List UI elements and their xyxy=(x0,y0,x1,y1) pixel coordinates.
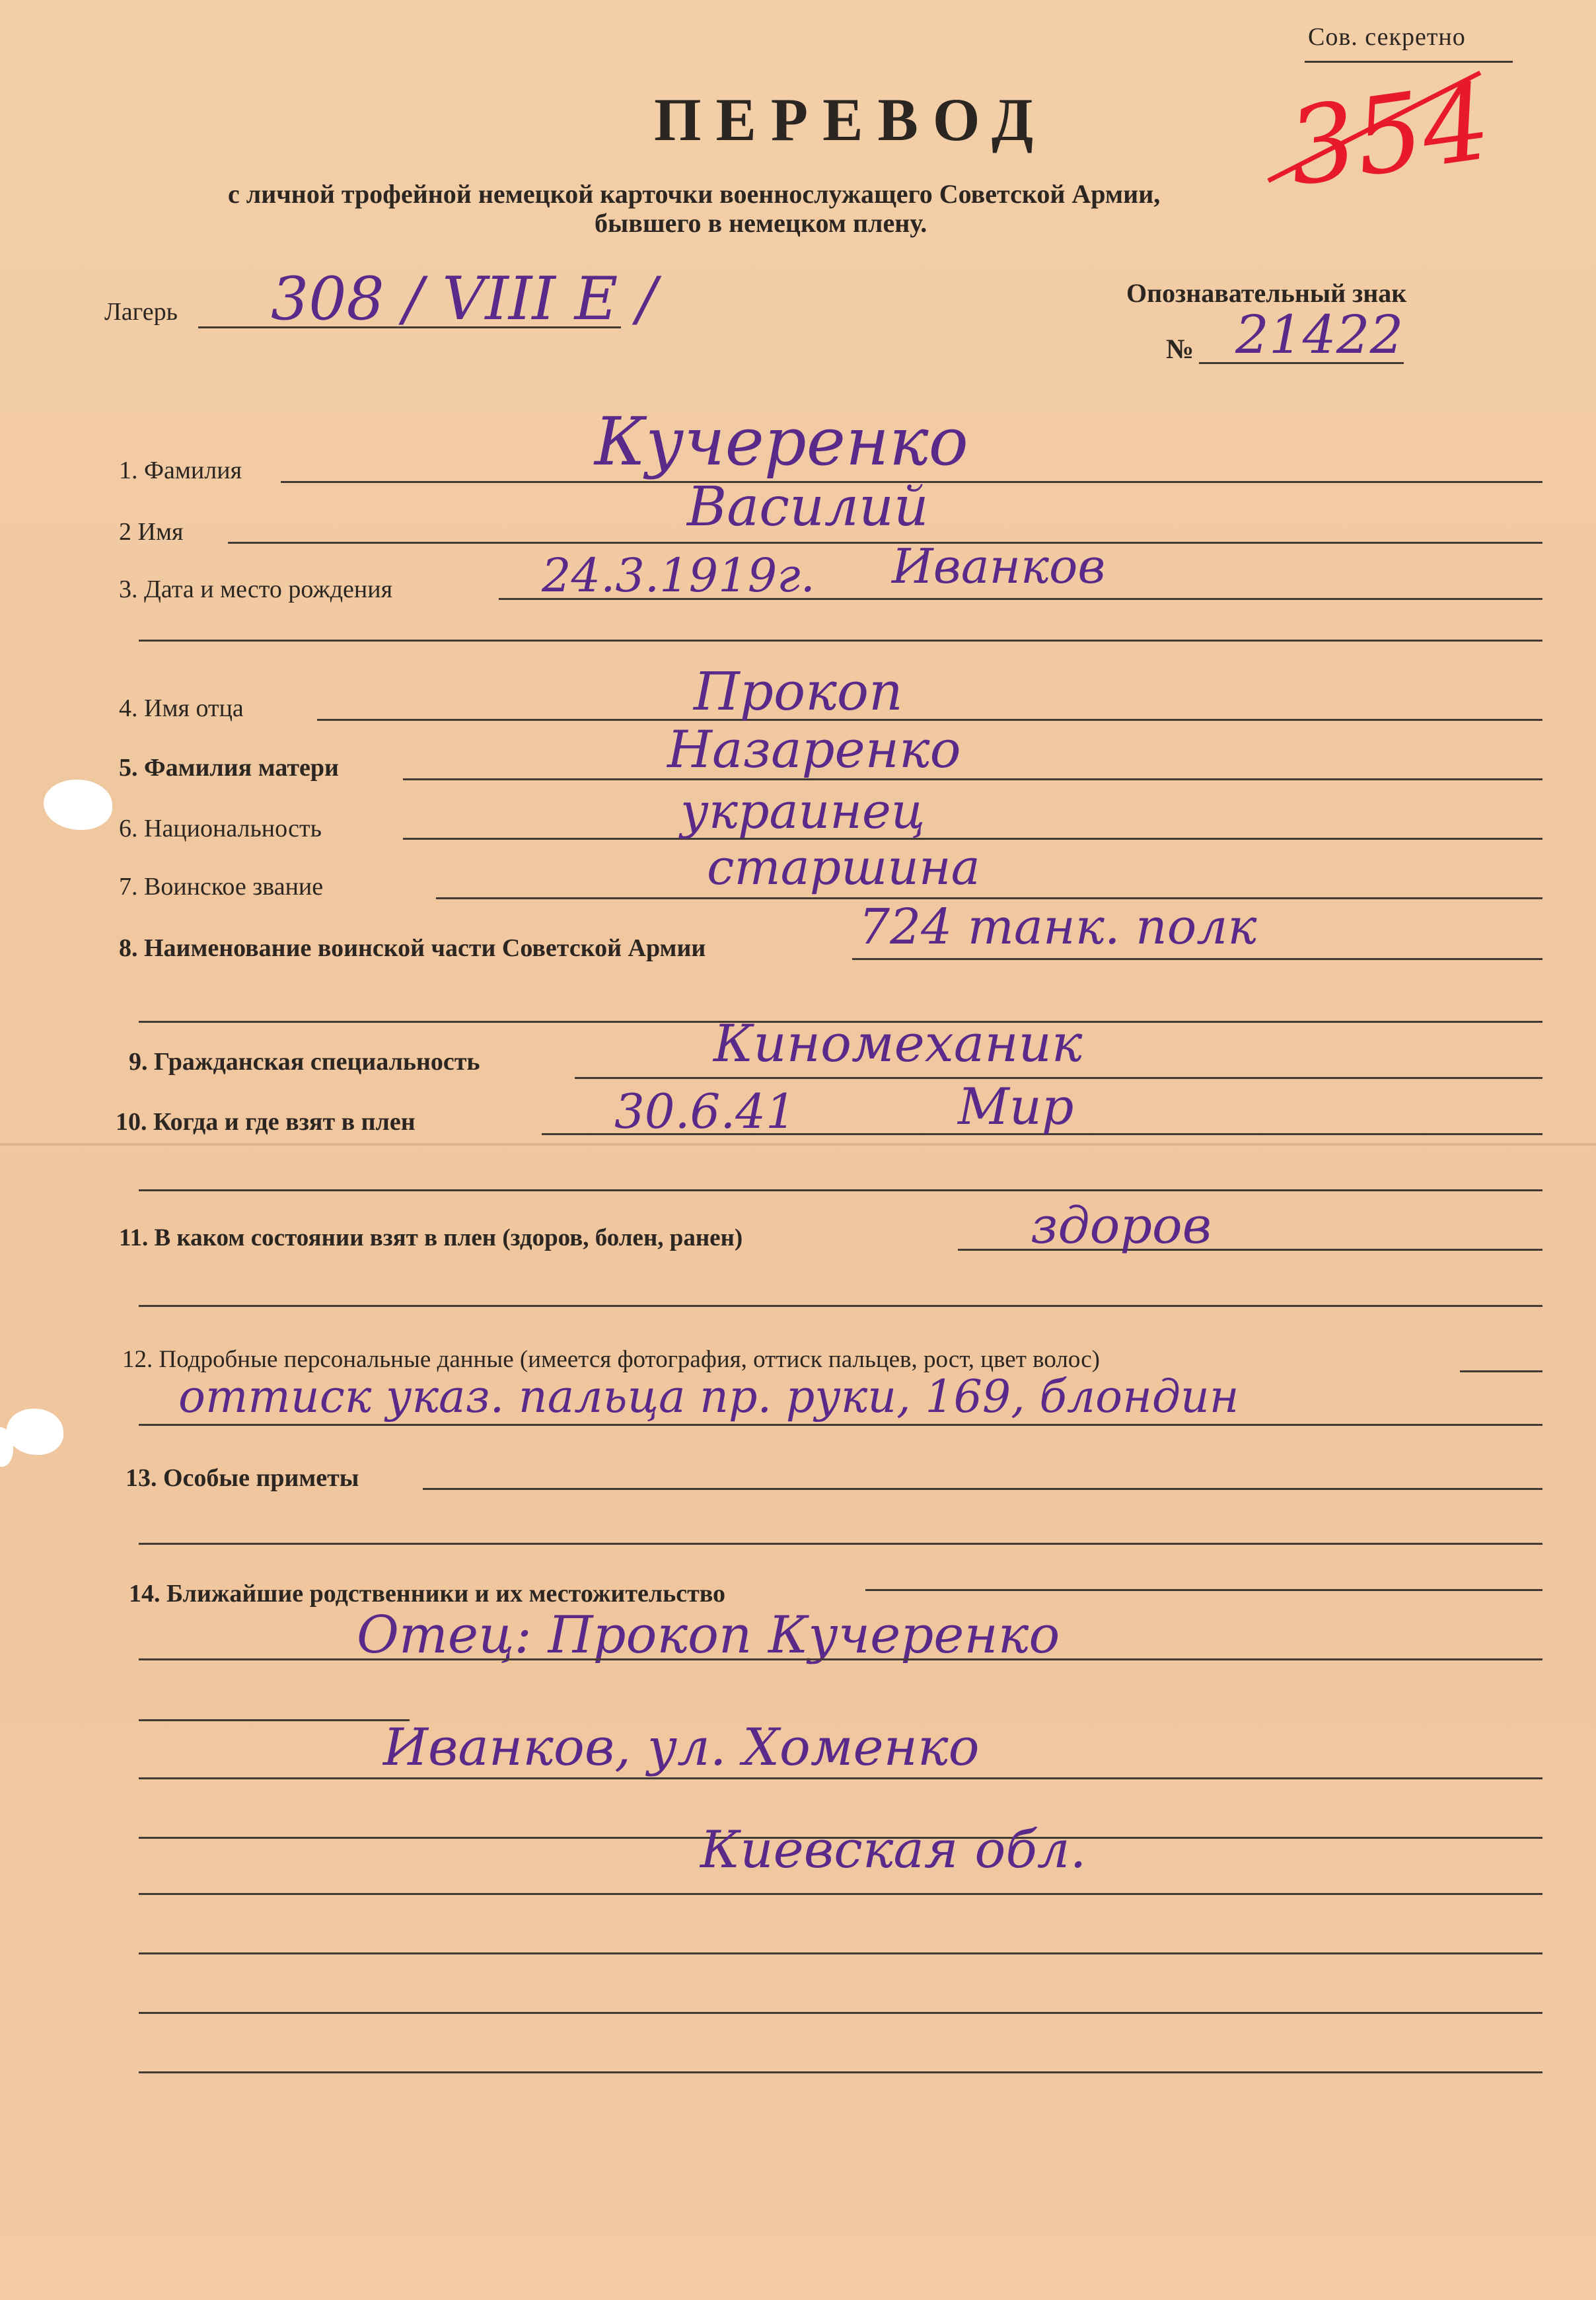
punch-hole-bottom xyxy=(7,1409,63,1455)
field-3-place: Иванков xyxy=(892,538,1106,594)
field-13-label: 13. Особые приметы xyxy=(126,1464,359,1492)
field-3-line-2 xyxy=(139,640,1542,642)
field-10-place: Мир xyxy=(958,1077,1074,1136)
field-10-line-2 xyxy=(139,1189,1542,1191)
field-8-line xyxy=(852,958,1542,960)
field-13-line-2 xyxy=(139,1543,1542,1545)
field-7-value: старшина xyxy=(707,839,980,896)
id-number-value: 21422 xyxy=(1235,304,1404,365)
field-14-line xyxy=(865,1589,1542,1591)
field-2-value: Василий xyxy=(687,476,929,538)
field-11-value: здоров xyxy=(1031,1196,1212,1255)
field-2-line xyxy=(228,542,1542,544)
field-6-label: 6. Национальность xyxy=(119,815,322,842)
field-5-label: 5. Фамилия матери xyxy=(119,754,339,782)
field-12-line-2 xyxy=(139,1424,1542,1426)
field-12-value: оттиск указ. пальца пр. руки, 169, блондин xyxy=(178,1371,1239,1423)
relatives-line-1: Отец: Прокоп Кучеренко xyxy=(357,1606,1060,1665)
field-14-line-7 xyxy=(139,1952,1542,1954)
page-title: ПЕРЕВОД xyxy=(654,86,1048,153)
field-14-line-9 xyxy=(139,2071,1542,2073)
camp-label: Лагерь xyxy=(104,298,178,326)
relatives-line-3: Киевская обл. xyxy=(700,1820,1087,1880)
field-14-line-2 xyxy=(139,1658,1542,1660)
field-5-value: Назаренко xyxy=(667,720,961,780)
camp-value: 308 / VIII E / xyxy=(271,264,657,334)
field-8-value: 724 танк. полк xyxy=(859,899,1257,955)
field-10-label: 10. Когда и где взят в плен xyxy=(116,1108,416,1136)
field-14-line-4 xyxy=(139,1777,1542,1779)
field-1-value: Кучеренко xyxy=(595,403,968,480)
classification-underline xyxy=(1305,61,1513,63)
subtitle-line-1: с личной трофейной немецкой карточки военнослужащего Советской Армии, xyxy=(228,179,1161,209)
subtitle-line-2: бывшего в немецком плену. xyxy=(595,208,927,238)
field-12-line xyxy=(1460,1370,1542,1372)
field-5-line xyxy=(403,778,1542,780)
field-10-date: 30.6.41 xyxy=(614,1084,796,1139)
field-1-label: 1. Фамилия xyxy=(119,457,242,484)
field-14-line-6 xyxy=(139,1893,1542,1895)
field-2-label: 2 Имя xyxy=(119,518,184,546)
field-6-value: украинец xyxy=(680,783,925,840)
punch-hole-top xyxy=(44,780,112,830)
field-9-value: Киномеханик xyxy=(713,1014,1083,1074)
field-3-date: 24.3.1919г. xyxy=(542,548,815,603)
field-13-line xyxy=(423,1488,1542,1490)
field-9-label: 9. Гражданская специальность xyxy=(129,1048,480,1076)
field-11-line-2 xyxy=(139,1305,1542,1307)
field-4-label: 4. Имя отца xyxy=(119,694,244,722)
field-8-label: 8. Наименование воинской части Советской Армии xyxy=(119,934,706,962)
field-12-label: 12. Подробные персональные данные (имеется фотография, оттиск пальцев, рост, цвет волос) xyxy=(122,1346,1100,1373)
classification-stamp: Сов. секретно xyxy=(1308,23,1466,51)
field-3-label: 3. Дата и место рождения xyxy=(119,575,393,603)
field-14-line-8 xyxy=(139,2012,1542,2014)
fold-crease xyxy=(0,1143,1596,1146)
id-mark-label: Опознавательный знак xyxy=(1126,278,1407,308)
id-number-label: № xyxy=(1166,334,1194,365)
relatives-line-2: Иванков, ул. Хоменко xyxy=(383,1718,980,1777)
field-14-label: 14. Ближайшие родственники и их местожительство xyxy=(129,1580,726,1608)
red-number: 354 xyxy=(1280,59,1498,210)
field-11-label: 11. В каком состоянии взят в плен (здоров, болен, ранен) xyxy=(119,1224,743,1251)
field-4-value: Прокоп xyxy=(694,661,903,722)
field-7-label: 7. Воинское звание xyxy=(119,873,324,901)
field-14-line-3 xyxy=(139,1719,410,1721)
